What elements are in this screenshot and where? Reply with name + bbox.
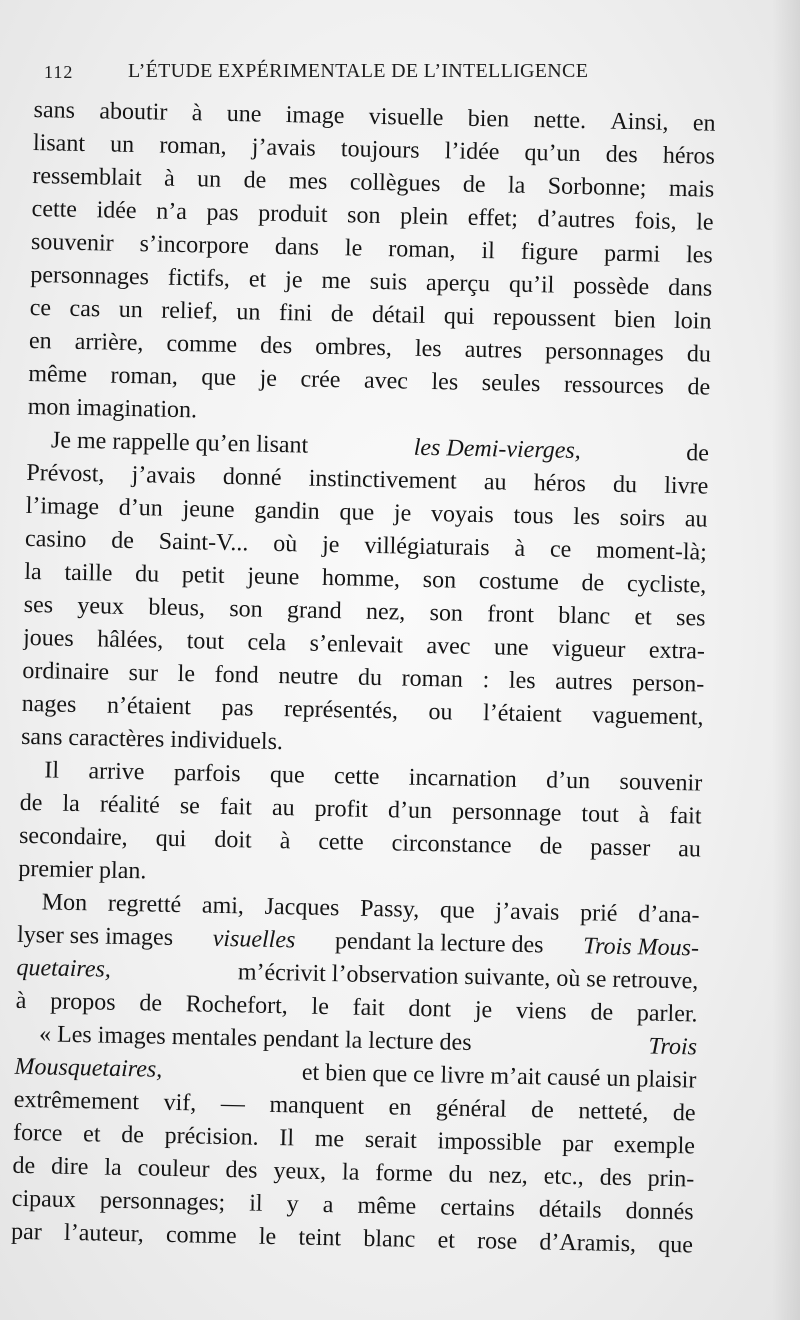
word: précision. xyxy=(164,1122,259,1151)
word: pas xyxy=(206,199,239,227)
italic-word-visuelles: visuelles xyxy=(212,925,296,954)
word: bien xyxy=(614,306,656,334)
word: de xyxy=(120,1121,145,1149)
word: du xyxy=(357,664,383,692)
word: suis xyxy=(369,268,408,296)
word: gandin xyxy=(254,497,320,525)
word: des xyxy=(259,332,293,360)
word: figure xyxy=(520,238,579,266)
word: hâlées, xyxy=(96,626,164,654)
word: image xyxy=(285,102,345,130)
word: ombres, xyxy=(315,333,393,362)
word: fictifs, xyxy=(167,264,231,292)
word: nages xyxy=(21,690,77,718)
word: détail xyxy=(371,301,426,329)
word: casino xyxy=(24,525,87,554)
word: avec xyxy=(363,367,409,395)
word: d’un xyxy=(545,767,591,795)
word: en xyxy=(388,1094,412,1121)
word: la xyxy=(24,558,42,586)
word: couleur xyxy=(137,1155,210,1183)
word: cette xyxy=(318,828,364,856)
word: roman, xyxy=(159,132,227,160)
word: qui xyxy=(443,303,475,330)
word: son xyxy=(346,202,381,229)
word: même xyxy=(28,360,88,389)
word: roman, xyxy=(387,236,456,264)
word: que xyxy=(269,761,305,789)
word: Ainsi, xyxy=(610,108,669,136)
word: me xyxy=(314,1125,345,1153)
word: au xyxy=(684,506,708,533)
word: de xyxy=(19,789,43,817)
word: comme xyxy=(165,1221,237,1250)
word: à xyxy=(638,802,650,829)
word: moment-là; xyxy=(595,537,708,566)
word: général xyxy=(435,1095,507,1123)
word: d’Aramis, xyxy=(539,1229,637,1258)
word: du xyxy=(448,1161,473,1189)
word: extra- xyxy=(648,637,706,665)
word: je xyxy=(259,365,278,392)
word: l’auteur, xyxy=(63,1219,144,1248)
word: représentés, xyxy=(283,696,399,725)
word: me xyxy=(321,267,352,295)
word: ami, xyxy=(201,892,245,920)
word: rose xyxy=(476,1228,518,1255)
word: des xyxy=(599,1164,632,1192)
body-text xyxy=(11,94,716,1262)
word: l’idée xyxy=(444,138,500,166)
word: ou xyxy=(428,699,453,726)
word: Il xyxy=(44,757,60,784)
running-head xyxy=(44,58,684,88)
word: de xyxy=(462,171,486,199)
word: avec xyxy=(426,632,471,660)
word: je xyxy=(474,997,493,1024)
text-span: « Les images mentales pendant la lecture des xyxy=(38,1021,472,1056)
word: du xyxy=(686,341,712,368)
word: prin- xyxy=(647,1165,695,1193)
word: tous xyxy=(513,502,554,530)
word: tout xyxy=(581,801,620,828)
word: passer xyxy=(590,834,651,862)
word: cipaux xyxy=(11,1185,77,1214)
word: ressemblait xyxy=(32,162,142,192)
word: aperçu xyxy=(425,269,491,298)
word: le xyxy=(344,235,363,262)
word: sans xyxy=(33,96,76,124)
word: n’étaient xyxy=(106,692,192,721)
word: taille xyxy=(64,559,113,587)
word: les xyxy=(431,369,459,396)
text-span: lyser ses images xyxy=(16,921,174,951)
word: visuelle xyxy=(368,103,444,132)
word: et xyxy=(248,266,267,293)
word: grand xyxy=(286,597,342,625)
word: le xyxy=(695,209,714,236)
word: roman, xyxy=(110,362,179,390)
word: repoussent xyxy=(492,304,596,333)
word: idée xyxy=(96,197,137,225)
word: fini xyxy=(278,299,313,327)
word: que xyxy=(658,1231,694,1259)
word: sur xyxy=(128,660,159,687)
word: vigueur xyxy=(551,635,626,663)
word: cycliste, xyxy=(626,571,707,599)
word: il xyxy=(248,1190,263,1217)
word: au xyxy=(483,469,507,496)
word: : xyxy=(482,667,490,694)
word: comme xyxy=(166,330,238,359)
word: le xyxy=(177,661,196,688)
word: de xyxy=(672,1100,696,1127)
word: j’avais xyxy=(251,134,317,162)
word: impossible xyxy=(437,1128,542,1157)
word: arrive xyxy=(88,758,145,786)
word: fois, xyxy=(634,208,677,235)
word: Sorbonne; xyxy=(547,173,647,202)
word: je xyxy=(284,267,303,294)
word: Prévost, xyxy=(26,459,105,488)
word: cela xyxy=(247,629,287,657)
word: toujours xyxy=(340,136,420,164)
word: détails xyxy=(538,1196,602,1224)
word: ordinaire xyxy=(22,657,110,686)
word: et xyxy=(437,1227,456,1254)
word: au xyxy=(271,794,295,822)
word: à xyxy=(163,165,176,192)
word: je xyxy=(393,500,412,527)
word: la xyxy=(341,1159,360,1186)
word: vif, xyxy=(163,1089,197,1117)
word: personnages; xyxy=(99,1187,226,1217)
word: autres xyxy=(464,336,523,364)
word: circonstance xyxy=(391,830,512,859)
word: secondaire, xyxy=(18,822,128,852)
word: fait xyxy=(219,793,253,821)
word: dont xyxy=(408,995,452,1023)
word: villégiaturais xyxy=(364,532,490,562)
word: de xyxy=(110,527,135,555)
word: de xyxy=(590,999,614,1026)
word: d’un xyxy=(387,797,433,825)
word: aboutir xyxy=(99,98,168,126)
word: un xyxy=(196,166,222,193)
word: yeux, xyxy=(273,1158,327,1186)
word: de xyxy=(139,990,163,1017)
word: tout xyxy=(186,628,225,655)
word: relief, xyxy=(161,297,219,325)
word: serait xyxy=(364,1126,418,1154)
book-title-mousquetaires: Mousquetaires, xyxy=(14,1053,163,1083)
word: soirs xyxy=(619,504,666,532)
word: prié xyxy=(579,900,618,927)
word: regretté xyxy=(107,890,182,919)
word: propos xyxy=(49,988,116,1016)
word: arrière, xyxy=(74,328,144,357)
word: dans xyxy=(667,274,713,302)
word: fond xyxy=(214,661,259,689)
running-title: L’ÉTUDE EXPÉRIMENTALE DE L’INTELLIGENCE xyxy=(128,60,589,82)
word: souvenir xyxy=(619,768,703,797)
word: par xyxy=(562,1130,594,1158)
word: person- xyxy=(631,670,705,698)
word: y xyxy=(286,1191,299,1218)
word: qui xyxy=(155,825,187,853)
word: les xyxy=(573,503,601,531)
word: cette xyxy=(333,763,380,791)
word: qu’il xyxy=(508,271,555,299)
word: certains xyxy=(439,1194,516,1222)
book-title-trois-mousquetaires: quetaires, xyxy=(16,954,112,983)
word: les xyxy=(414,335,442,363)
word: au xyxy=(677,836,702,863)
word: costume xyxy=(478,568,560,596)
word: personnages xyxy=(544,338,665,367)
word: à xyxy=(279,828,291,855)
word: un xyxy=(236,299,261,326)
book-title-trois: Trois xyxy=(648,1033,698,1061)
word: qu’un xyxy=(524,139,581,167)
word: nez, xyxy=(488,1162,529,1190)
word: de xyxy=(539,833,563,860)
word: joues xyxy=(22,624,75,652)
word: une xyxy=(493,634,529,662)
word: s’incorpore xyxy=(139,231,250,260)
word: instinctivement xyxy=(308,465,457,495)
word: neutre xyxy=(278,663,339,691)
page-number: 112 xyxy=(44,62,74,82)
word: parfois xyxy=(173,759,241,788)
word: incarnation xyxy=(408,764,517,793)
word: effet; xyxy=(467,204,519,232)
word: parmi xyxy=(603,240,661,268)
word: yeux xyxy=(77,592,125,620)
word: et xyxy=(82,1121,101,1148)
word: à xyxy=(514,535,526,562)
word: en xyxy=(28,327,52,355)
word: petit xyxy=(181,562,225,589)
word: et xyxy=(634,604,653,631)
word: fait xyxy=(669,802,702,830)
text-line: sans caractères individuels. xyxy=(20,723,284,756)
word: doit xyxy=(214,826,252,854)
text-span: et bien que ce livre m’ait causé un plaisir xyxy=(301,1059,697,1094)
word: Jacques xyxy=(264,893,340,922)
word: de xyxy=(581,570,605,597)
word: par xyxy=(10,1218,43,1246)
word: de xyxy=(330,301,354,328)
word: ses xyxy=(23,591,54,619)
word: bien xyxy=(467,105,510,133)
word: cette xyxy=(31,195,78,223)
word: manquent xyxy=(269,1091,365,1120)
word: lisant xyxy=(32,129,86,158)
word: j’avais xyxy=(131,462,196,490)
word: à xyxy=(15,987,27,1015)
word: cas xyxy=(69,295,101,323)
word: vaguement, xyxy=(592,702,704,731)
word: jeune xyxy=(182,496,235,524)
word: seules xyxy=(481,370,541,398)
word: du xyxy=(134,561,160,588)
word: front xyxy=(487,601,535,629)
word: les xyxy=(508,667,536,695)
word: en xyxy=(692,110,716,137)
word: héros xyxy=(662,142,716,170)
word: de xyxy=(530,1097,555,1124)
word: bleus, xyxy=(148,594,206,622)
word: etc., xyxy=(543,1163,585,1191)
word: netteté, xyxy=(578,1098,649,1126)
word: son xyxy=(429,600,464,627)
word: forme xyxy=(375,1160,433,1188)
word: de xyxy=(243,167,267,194)
word: personnages xyxy=(30,261,150,291)
word: l’étaient xyxy=(482,700,562,728)
word: profit xyxy=(314,795,369,823)
word: Mon xyxy=(41,889,88,917)
word: n’a xyxy=(155,198,188,226)
word: homme, xyxy=(321,564,401,593)
word: de xyxy=(12,1152,36,1180)
word: que xyxy=(339,499,375,526)
word: mes xyxy=(288,168,328,195)
word: mais xyxy=(668,175,715,203)
word: possède xyxy=(572,272,650,301)
word: donné xyxy=(222,463,282,492)
word: d’un xyxy=(118,494,164,522)
word: une xyxy=(226,100,262,128)
word: ce xyxy=(549,536,572,563)
word: des xyxy=(605,141,638,169)
word: dire xyxy=(50,1153,89,1181)
word: nez, xyxy=(365,598,406,626)
word: autres xyxy=(555,668,613,696)
word: extrêmement xyxy=(13,1086,140,1116)
word: que xyxy=(439,897,475,925)
word: parler. xyxy=(636,1000,698,1028)
book-title-demi-vierges: les Demi-vierges, xyxy=(413,434,582,465)
word: de xyxy=(687,374,711,401)
word: a xyxy=(322,1192,334,1219)
word: ce xyxy=(29,294,52,322)
word: roman xyxy=(401,665,464,693)
word: exemple xyxy=(613,1131,696,1160)
text-span: pendant la lecture des xyxy=(334,928,544,959)
word: se xyxy=(179,793,201,820)
word: le xyxy=(311,993,330,1021)
word: produit xyxy=(257,200,328,228)
word: souvenir xyxy=(30,228,114,257)
word: fait xyxy=(352,994,385,1022)
word: plein xyxy=(399,203,449,231)
word: teint xyxy=(298,1224,342,1252)
word: viens xyxy=(515,997,567,1025)
word: d’ana- xyxy=(637,901,700,929)
book-title-trois-mousquetaires: Trois Mous- xyxy=(582,933,700,962)
word: — xyxy=(220,1090,246,1118)
text-span: de xyxy=(686,440,710,467)
word: son xyxy=(422,566,457,594)
word: la xyxy=(104,1154,122,1181)
text-span: m’écrivit l’observation suivante, où se retrouve, xyxy=(237,959,699,995)
word: pas xyxy=(221,694,254,722)
word: où xyxy=(272,530,298,558)
word: même xyxy=(357,1192,417,1220)
word: du xyxy=(612,471,638,499)
word: la xyxy=(62,790,81,818)
word: héros xyxy=(533,470,587,498)
word: son xyxy=(229,596,263,623)
text-line: premier plan. xyxy=(18,855,147,885)
word: blanc xyxy=(557,602,611,630)
word: l’image xyxy=(25,492,100,521)
word: collègues xyxy=(349,169,441,198)
text-span: Je me rappelle qu’en lisant xyxy=(50,427,309,459)
word: Rochefort, xyxy=(185,991,289,1020)
word: un xyxy=(109,131,135,159)
word: un xyxy=(118,296,144,324)
word: les xyxy=(685,242,714,269)
word: voyais xyxy=(430,501,494,529)
word: jeune xyxy=(247,563,300,591)
word: blanc xyxy=(363,1225,416,1253)
word: ressources xyxy=(563,371,665,400)
word: la xyxy=(507,172,526,199)
word: Passy, xyxy=(359,895,420,923)
word: crée xyxy=(300,366,341,394)
word: il xyxy=(481,238,496,265)
word: loin xyxy=(673,307,712,335)
word: ses xyxy=(675,604,706,632)
word: force xyxy=(12,1119,63,1147)
word: des xyxy=(225,1157,258,1184)
word: livre xyxy=(664,472,709,500)
word: personnage xyxy=(451,798,562,827)
word: Saint-V... xyxy=(158,528,249,557)
word: s’enlevait xyxy=(309,630,404,659)
word: d’autres xyxy=(537,206,616,234)
word: donnés xyxy=(625,1198,694,1226)
word: dans xyxy=(274,233,320,261)
word: Il xyxy=(279,1125,295,1152)
word: que xyxy=(201,364,237,392)
word: je xyxy=(321,531,340,559)
word: j’avais xyxy=(495,898,560,926)
word: réalité xyxy=(99,791,161,819)
word: le xyxy=(258,1223,277,1251)
word: à xyxy=(191,100,203,127)
word: nette. xyxy=(533,107,587,135)
text-line: mon imagination. xyxy=(27,393,198,424)
